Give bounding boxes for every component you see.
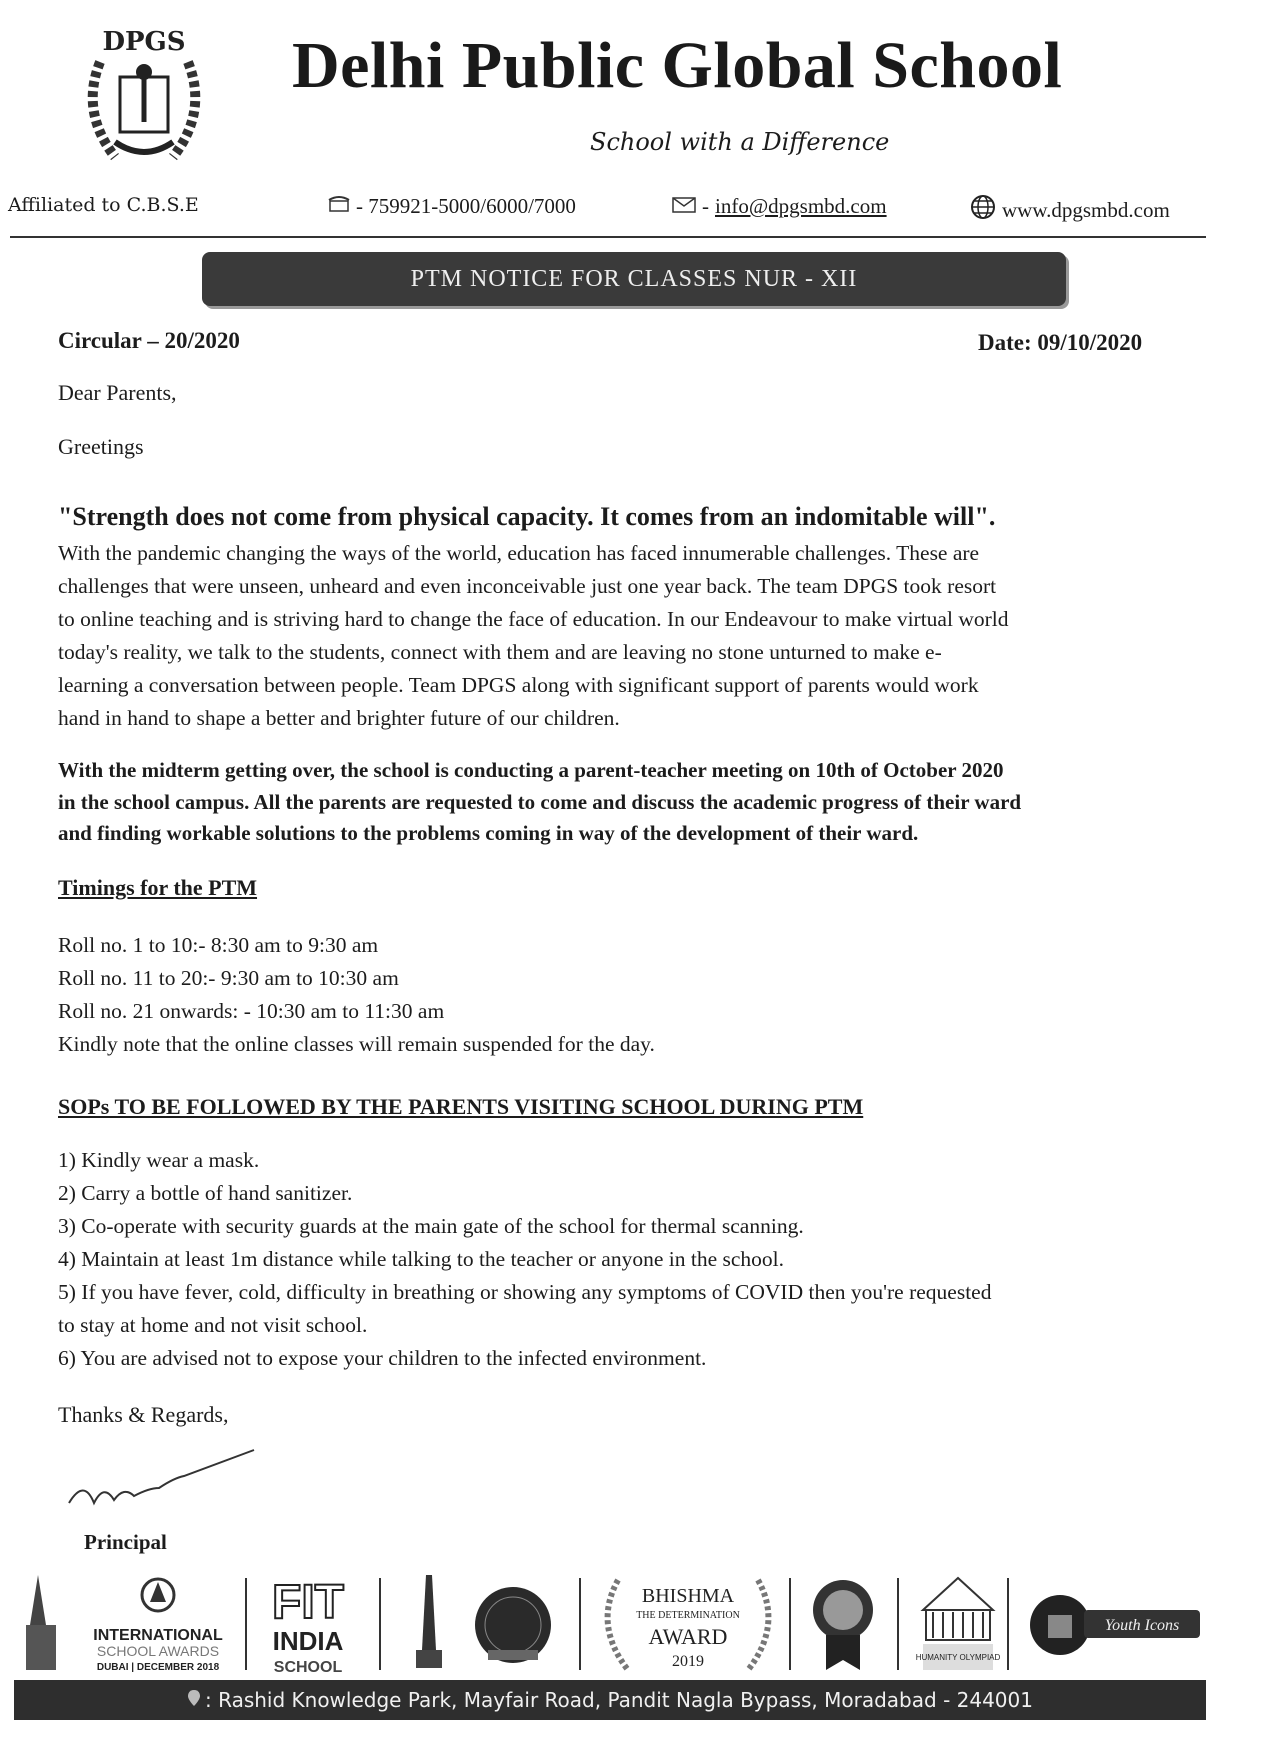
sop-item: 5) If you have fever, cold, difficulty in breathing or showing any symptoms of COVID then you're requested <box>58 1280 992 1304</box>
humanity-olympiad-logo <box>916 1578 1001 1670</box>
email-link[interactable]: info@dpgsmbd.com <box>715 194 887 218</box>
affiliation-text: Affiliated to C.B.S.E <box>8 194 199 216</box>
school-text: SCHOOL <box>273 1659 343 1676</box>
location-icon <box>187 1688 201 1712</box>
sop-item: 4) Maintain at least 1m distance while talking to the teacher or anyone in the school. <box>58 1247 785 1271</box>
body-line: With the pandemic changing the ways of the world, education has faced innumerable challenges. These are <box>58 541 980 565</box>
sop-item: 1) Kindly wear a mask. <box>58 1148 260 1172</box>
bhishma-title: BHISHMA <box>641 1585 735 1607</box>
timing-line: Roll no. 11 to 20:- 9:30 am to 10:30 am <box>58 966 399 990</box>
ptm-announcement <box>58 755 1178 850</box>
statue-emblem <box>26 1575 56 1670</box>
tagline: School with a Difference <box>590 128 890 156</box>
timing-line: Roll no. 1 to 10:- 8:30 am to 9:30 am <box>58 933 379 957</box>
announcement-line: and finding workable solutions to the problems coming in way of the development of their ward. <box>58 821 919 845</box>
medal-emblem <box>813 1580 873 1670</box>
circular-number: Circular – 20/2020 <box>58 328 240 353</box>
logo-text: DPGS <box>102 27 186 57</box>
sop-heading: SOPs TO BE FOLLOWED BY THE PARENTS VISITING SCHOOL DURING PTM <box>58 1094 864 1119</box>
header-divider <box>10 236 1206 238</box>
salutation: Dear Parents, <box>58 380 177 405</box>
sop-item: 3) Co-operate with security guards at the main gate of the school for thermal scanning. <box>58 1214 804 1238</box>
phone-contact <box>328 194 576 219</box>
school-name: Delhi Public Global School <box>292 29 1063 102</box>
signature <box>64 1448 264 1518</box>
sop-item: 6) You are advised not to expose your children to the infected environment. <box>58 1346 707 1370</box>
awards-strip <box>18 1570 1210 1680</box>
globe-icon <box>970 194 996 226</box>
website-contact[interactable] <box>970 194 1170 226</box>
sop-item: to stay at home and not visit school. <box>58 1313 368 1337</box>
quote: "Strength does not come from physical capacity. It comes from an indomitable will". <box>58 502 996 531</box>
body-line: challenges that were unseen, unheard and even inconceivable just one year back. The team DPGS took resort <box>58 574 997 598</box>
website-link[interactable]: www.dpgsmbd.com <box>1002 197 1170 222</box>
body-line: hand in hand to shape a better and brighter future of our children. <box>58 706 620 730</box>
intro-paragraph <box>58 537 1168 735</box>
fit-india-logo <box>272 1576 344 1676</box>
affiliation <box>8 194 199 216</box>
greeting: Greetings <box>58 434 144 459</box>
isa-date: DUBAI | DECEMBER 2018 <box>96 1662 220 1673</box>
footer-address-bar <box>14 1680 1206 1720</box>
notice-title: PTM NOTICE FOR CLASSES NUR - XII <box>410 265 858 292</box>
announcement-line: With the midterm getting over, the school is conducting a parent-teacher meeting on 10th of October 2020 <box>58 758 1004 782</box>
timings-heading: Timings for the PTM <box>58 875 258 900</box>
trophy-emblem <box>416 1575 442 1668</box>
phone-number: - 759921-5000/6000/7000 <box>356 194 576 218</box>
footer-address: : Rashid Knowledge Park, Mayfair Road, Pandit Nagla Bypass, Moradabad - 244001 <box>205 1688 1033 1712</box>
olympiad-text: HUMANITY OLYMPIAD <box>915 1653 1001 1662</box>
announcement-line: in the school campus. All the parents are requested to come and discuss the academic progress of their ward <box>58 789 1022 814</box>
bhishma-year: 2019 <box>672 1653 704 1670</box>
fit-text: FIT <box>272 1576 344 1629</box>
body-line: today's reality, we talk to the students, connect with them and are leaving no stone unturned to make e- <box>58 640 942 664</box>
bhishma-award-logo <box>608 1580 769 1670</box>
isa-title: INTERNATIONAL <box>93 1627 223 1644</box>
closing: Thanks & Regards, <box>58 1402 229 1427</box>
envelope-icon <box>672 194 696 219</box>
school-logo <box>70 22 218 172</box>
phone-icon <box>328 194 350 219</box>
timing-line: Roll no. 21 onwards: - 10:30 am to 11:30 am <box>58 999 445 1023</box>
youth-icons-text: Youth Icons <box>1104 1617 1180 1634</box>
timing-note: Kindly note that the online classes will remain suspended for the day. <box>58 1032 655 1056</box>
body-line: to online teaching and is striving hard to change the face of education. In our Endeavour to make virtual world <box>58 607 1009 631</box>
notice-banner <box>202 252 1066 306</box>
round-seal-emblem <box>475 1587 551 1663</box>
international-school-awards-logo <box>93 1579 223 1673</box>
isa-subtitle: SCHOOL AWARDS <box>96 1643 220 1659</box>
india-text: INDIA <box>272 1626 344 1656</box>
body-line: learning a conversation between people. Team DPGS along with significant support of parents would work <box>58 673 979 697</box>
signatory-title: Principal <box>84 1530 167 1554</box>
circular-date: Date: 09/10/2020 <box>978 330 1143 355</box>
sop-item: 2) Carry a bottle of hand sanitizer. <box>58 1181 353 1205</box>
bhishma-sub: THE DETERMINATION <box>636 1610 740 1621</box>
youth-icons-logo <box>1030 1595 1200 1655</box>
bhishma-award: AWARD <box>648 1624 728 1649</box>
email-contact[interactable]: - info@dpgsmbd.com <box>672 194 887 219</box>
